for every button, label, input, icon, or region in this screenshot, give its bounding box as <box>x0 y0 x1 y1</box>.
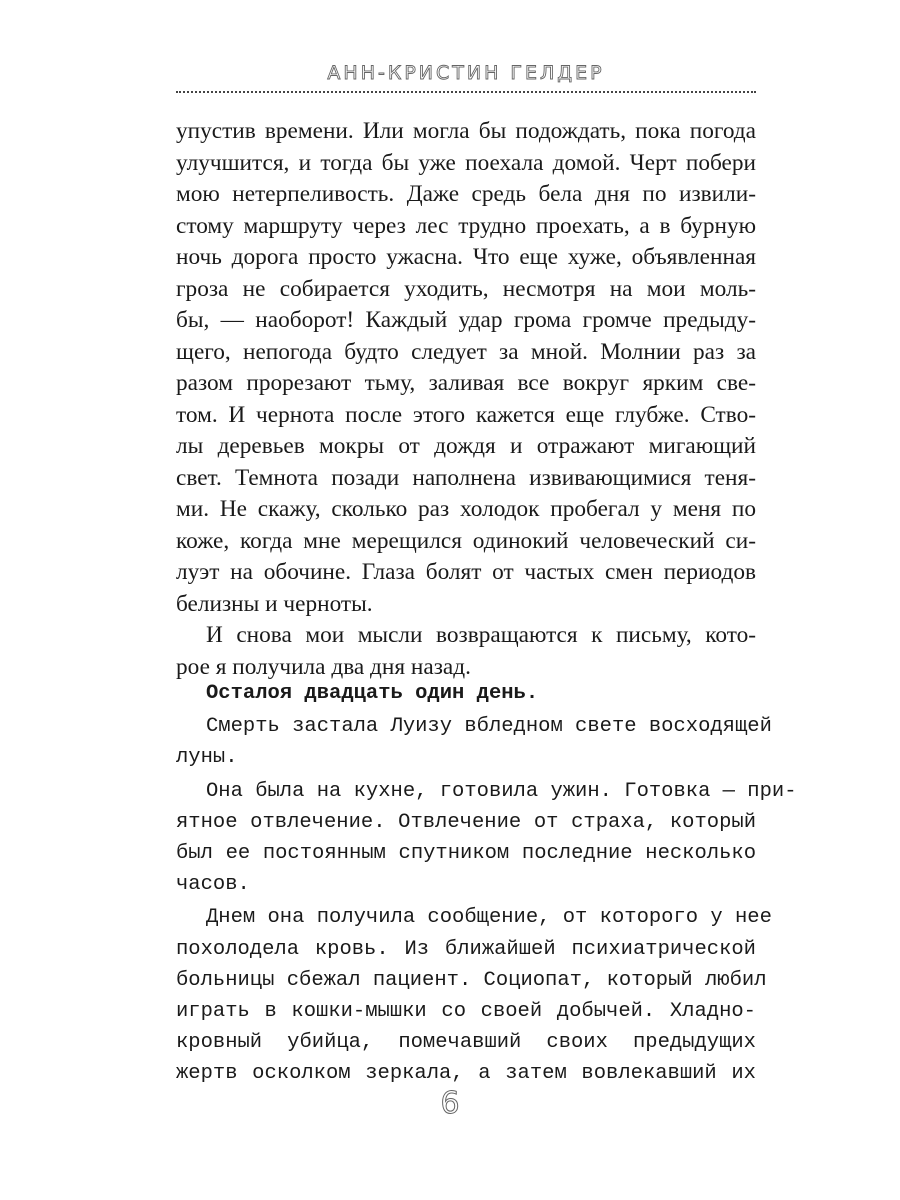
text-line: гроза не собирается уходить, несмотря на мои моль- <box>176 275 756 302</box>
text-line: ми. Не скажу, сколько раз холодок пробегал у меня по <box>176 496 756 522</box>
letter-paragraph-1 <box>176 711 772 773</box>
text-line: коже, когда мне мерещился одинокий человеческий си- <box>176 527 756 554</box>
page-number: 6 <box>440 1086 460 1121</box>
letter-line: жертв осколком зеркала, а затем вовлекавший их <box>176 1062 756 1086</box>
letter-line: Смерть застала Луизу вбледном свете восходящей <box>206 715 772 739</box>
letter-line: похолодела кровь. Из ближайшей психиатрической <box>176 937 756 961</box>
letter-line: был ее постоянным спутником последние несколько <box>176 842 756 866</box>
header-dotted-rule <box>176 91 756 93</box>
paragraph-1 <box>176 116 756 620</box>
letter-line: ятное отвлечение. Отвлечение от страха, который <box>176 810 756 834</box>
text-line: упустив времени. Или могла бы подождать, пока погода <box>176 118 756 144</box>
text-line: щего, непогода будто следует за мной. Молнии раз за <box>176 338 756 365</box>
text-line: И снова мои мысли возвращаются к письму, кото- <box>206 622 756 648</box>
text-line: белизны и черноты. <box>176 590 373 617</box>
letter-line: часов. <box>176 873 250 897</box>
text-line: том. И чернота после этого кажется еще глубже. Ство- <box>176 401 756 428</box>
main-text <box>176 116 756 683</box>
letter-line: играть в кошки-мышки со своей добычей. Хладно- <box>176 1000 756 1024</box>
letter-line: луны. <box>176 746 238 770</box>
letter-line: кровный убийца, помечавший своих предыдущих <box>176 1031 756 1055</box>
text-line: луэт на обочине. Глаза болят от частых смен периодов <box>176 559 756 585</box>
letter-line: Днем она получила сообщение, от которого у нее <box>206 906 772 930</box>
typewritten-letter <box>176 678 797 1090</box>
text-line: бы, — наоборот! Каждый удар грома громче предыду- <box>176 307 756 333</box>
text-line: мою нетерпеливость. Даже средь бела дня по извили- <box>176 181 756 207</box>
letter-heading: Осталоя двадцать один день. <box>206 682 539 705</box>
text-line: ночь дорога просто ужасна. Что еще хуже, объявленная <box>176 244 756 270</box>
text-line: стому маршруту через лес трудно проехать, а в бурную <box>176 212 756 239</box>
letter-line: Она была на кухне, готовила ужин. Готовка — при- <box>206 779 797 803</box>
text-line: рое я получила два дня назад. <box>176 653 471 680</box>
text-line: свет. Темнота позади наполнена извивающимися теня- <box>176 464 756 491</box>
paragraph-2 <box>176 620 756 683</box>
letter-line: больницы сбежал пациент. Социопат, который любил <box>176 968 767 992</box>
text-line: разом прорезают тьму, заливая все вокруг ярким све- <box>176 370 756 396</box>
running-header-author: АНН-КРИСТИН ГЕЛДЕР <box>327 62 605 84</box>
text-line: лы деревьев мокры от дождя и отражают мигающий <box>176 433 756 459</box>
letter-paragraph-2 <box>176 776 797 901</box>
text-line: улучшится, и тогда бы уже поехала домой. Черт побери <box>176 149 756 176</box>
letter-paragraph-3 <box>176 902 772 1089</box>
